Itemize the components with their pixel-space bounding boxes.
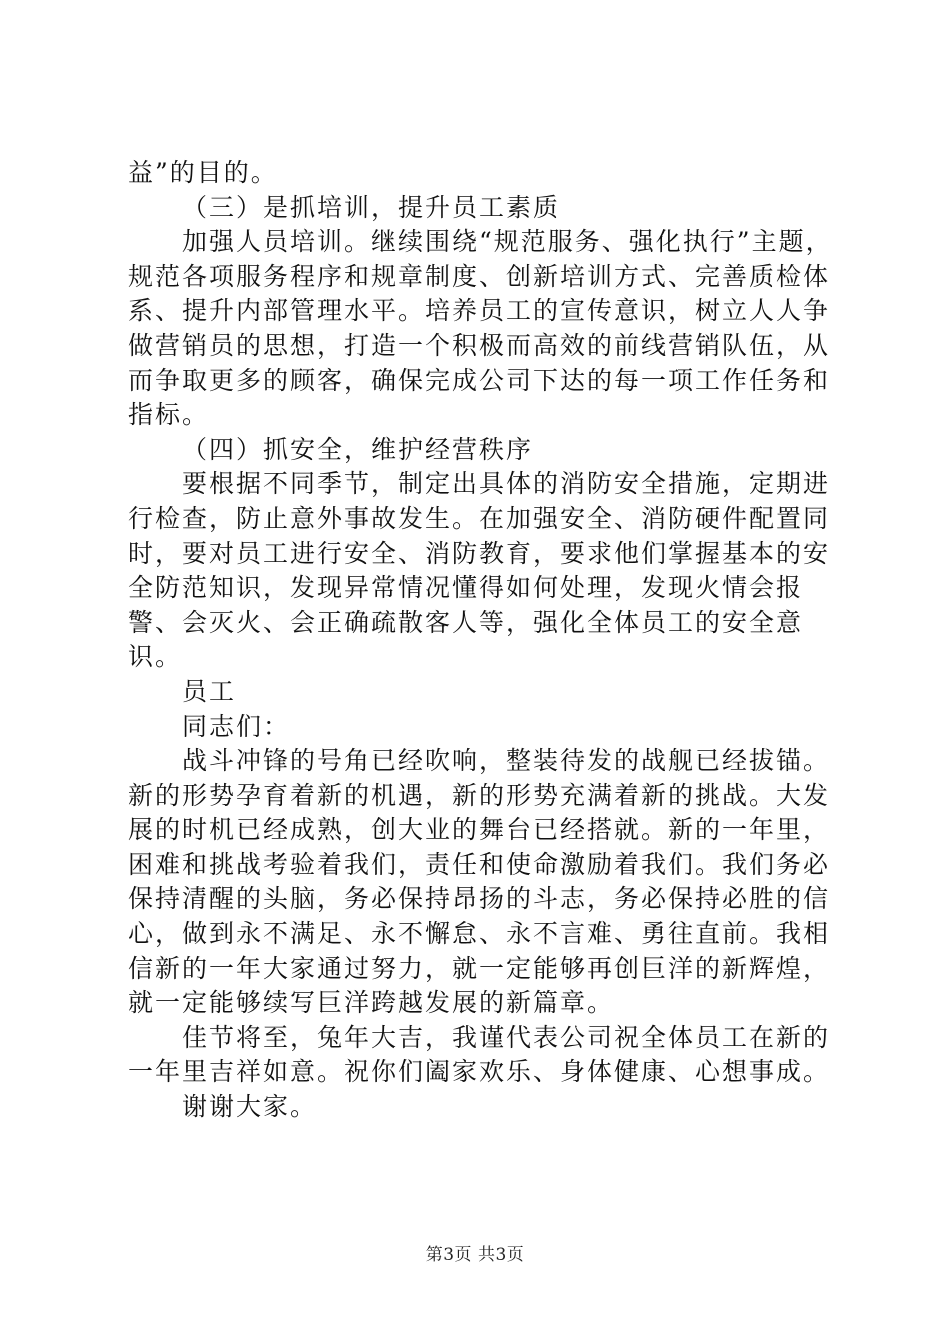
paragraph-greetings: 佳节将至，兔年大吉，我谨代表公司祝全体员工在新的一年里吉祥如意。祝你们阖家欢乐、身体健康、心想事成。 <box>128 1022 831 1087</box>
paragraph-outlook: 战斗冲锋的号角已经吹响，整装待发的战舰已经拔锚。新的形势孕育着新的机遇，新的形势充满着新的挑战。大发展的时机已经成熟，创大业的舞台已经搭就。新的一年里，困难和挑战考验着我们，责任和使命激励着我们。我们务必保持清醒的头脑，务必保持昂扬的斗志，务必保持必胜的信心，做到永不满足、永不懈怠、永不言难、勇往直前。我相信新的一年大家通过努力，就一定能够再创巨洋的新辉煌，就一定能够续写巨洋跨越发展的新篇章。 <box>128 746 831 1018</box>
section-heading-training: （三）是抓培训，提升员工素质 <box>182 192 561 222</box>
paragraph-salutation: 同志们： <box>182 711 291 741</box>
section-heading-safety: （四）抓安全，维护经营秩序 <box>182 434 534 464</box>
page-number-footer: 第3页 共3页 <box>425 1245 525 1265</box>
document-body <box>128 156 838 1125</box>
paragraph-training: 加强人员培训。继续围绕“规范服务、强化执行”主题，规范各项服务程序和规章制度、创新培训方式、完善质检体系、提升内部管理水平。培养员工的宣传意识，树立人人争做营销员的思想，打造一个积极而高效的前线营销队伍，从而争取更多的顾客，确保完成公司下达的每一项工作任务和指标。 <box>128 227 833 430</box>
paragraph-staff: 员工 <box>182 676 237 706</box>
paragraph-thanks: 谢谢大家。 <box>182 1092 318 1122</box>
paragraph-continuation: 益”的目的。 <box>128 158 278 187</box>
paragraph-safety: 要根据不同季节，制定出具体的消防安全措施，定期进行检查，防止意外事故发生。在加强安全、消防硬件配置同时，要对员工进行安全、消防教育，要求他们掌握基本的安全防范知识，发现异常情况懂得如何处理，发现火情会报警、会灭火、会正确疏散客人等，强化全体员工的安全意识。 <box>128 469 831 672</box>
